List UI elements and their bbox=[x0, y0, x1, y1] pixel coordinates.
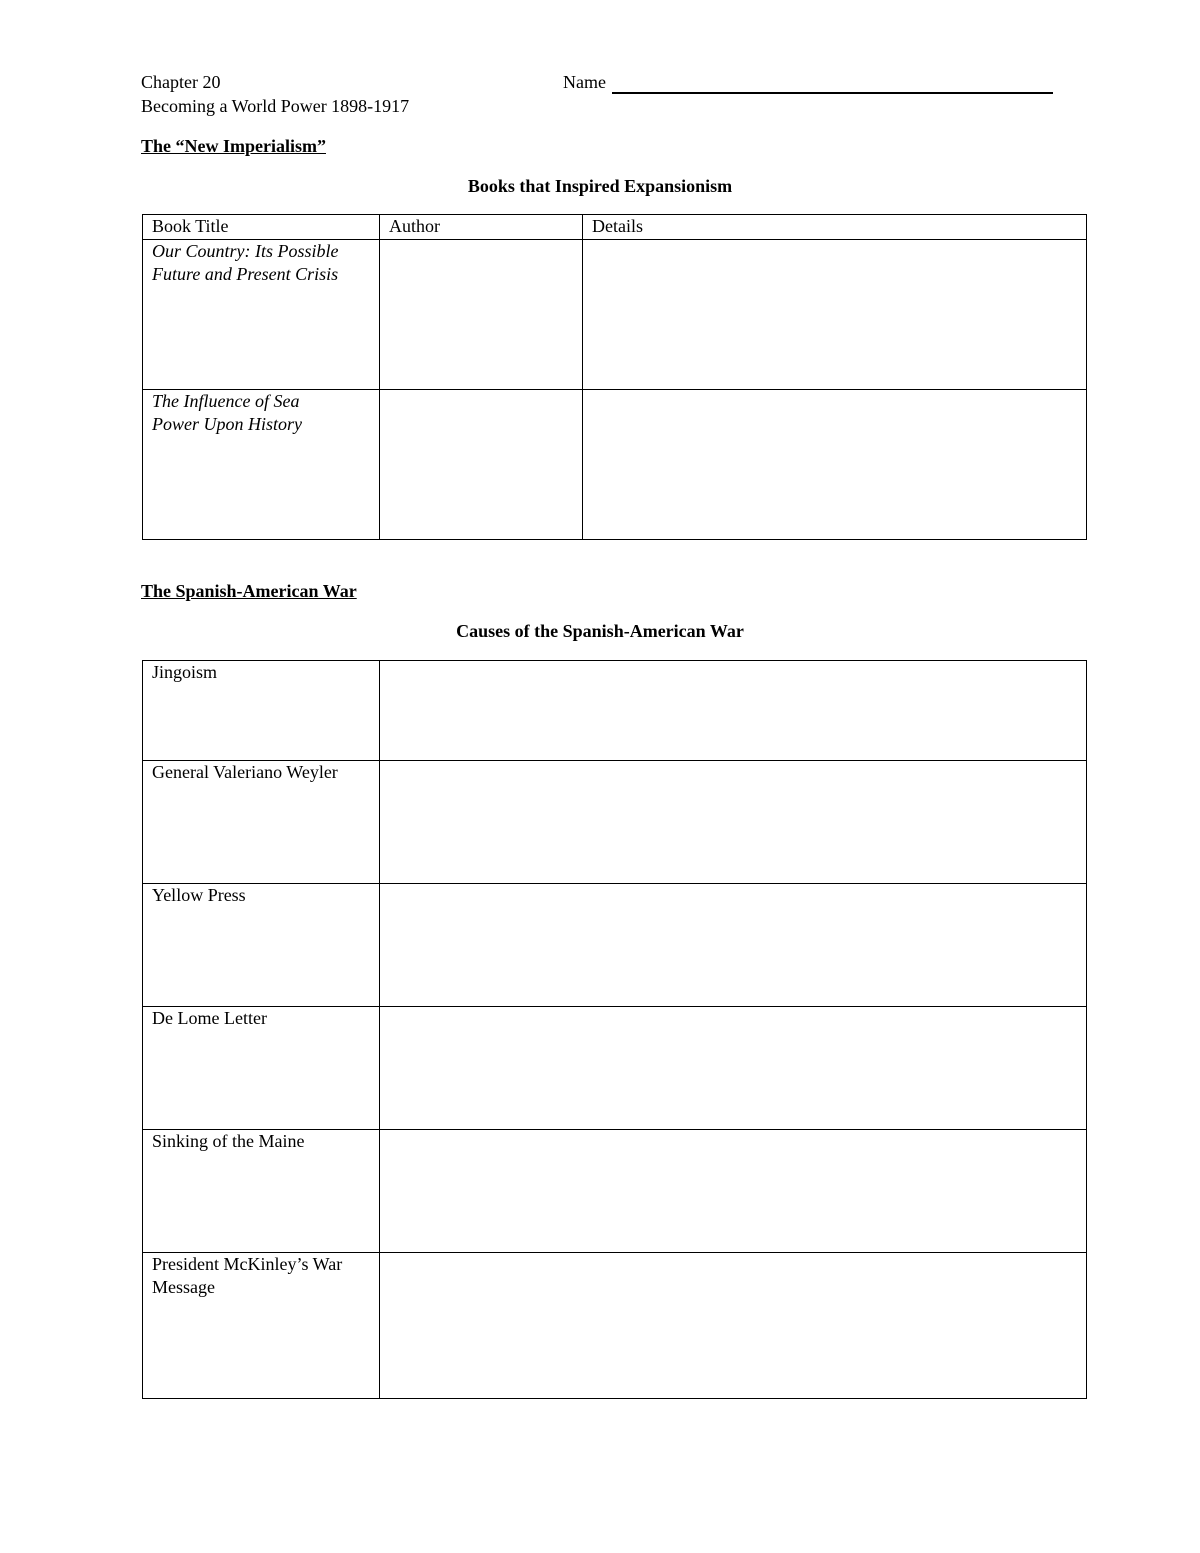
table-row bbox=[143, 1253, 1087, 1399]
book-title-line: Future and Present Crisis bbox=[152, 264, 339, 284]
details-input-cell[interactable] bbox=[583, 390, 1087, 540]
cause-label: Yellow Press bbox=[152, 885, 246, 905]
column-header-author: Author bbox=[380, 215, 583, 240]
name-field[interactable] bbox=[612, 71, 1053, 94]
book-title-line: Power Upon History bbox=[152, 414, 302, 434]
cause-label-cell bbox=[143, 1130, 380, 1253]
details-input-cell[interactable] bbox=[583, 240, 1087, 390]
cause-notes-cell[interactable] bbox=[380, 661, 1087, 761]
cause-notes-cell[interactable] bbox=[380, 1007, 1087, 1130]
table-row bbox=[143, 761, 1087, 884]
cause-label: President McKinley’s War bbox=[152, 1254, 343, 1274]
book-title-cell bbox=[143, 390, 380, 540]
section-heading-new-imperialism: The “New Imperialism” bbox=[141, 136, 326, 156]
author-input-cell[interactable] bbox=[380, 240, 583, 390]
column-header-book-title: Book Title bbox=[143, 215, 380, 240]
table-row bbox=[143, 1007, 1087, 1130]
column-header-details: Details bbox=[583, 215, 1087, 240]
author-input-cell[interactable] bbox=[380, 390, 583, 540]
table-row bbox=[143, 1130, 1087, 1253]
books-table bbox=[142, 214, 1087, 540]
cause-label: Jingoism bbox=[152, 662, 218, 682]
cause-label: De Lome Letter bbox=[152, 1008, 267, 1028]
table-row bbox=[143, 390, 1087, 540]
cause-notes-cell[interactable] bbox=[380, 1253, 1087, 1399]
chapter-label: Chapter 20 bbox=[141, 72, 221, 92]
cause-notes-cell[interactable] bbox=[380, 1130, 1087, 1253]
books-table-header-row bbox=[143, 215, 1087, 240]
cause-label-cell bbox=[143, 1253, 380, 1399]
book-title-line: Our Country: Its Possible bbox=[152, 241, 339, 261]
books-table-title: Books that Inspired Expansionism bbox=[467, 176, 733, 196]
section-heading-spanish-american-war: The Spanish-American War bbox=[141, 581, 357, 601]
cause-label-cell bbox=[143, 761, 380, 884]
causes-table-title: Causes of the Spanish-American War bbox=[456, 621, 744, 641]
table-row bbox=[143, 884, 1087, 1007]
cause-label: Sinking of the Maine bbox=[152, 1131, 305, 1151]
book-title-line: The Influence of Sea bbox=[152, 391, 300, 411]
book-title-cell bbox=[143, 240, 380, 390]
cause-label-cell bbox=[143, 661, 380, 761]
cause-label: General Valeriano Weyler bbox=[152, 762, 338, 782]
causes-table bbox=[142, 660, 1087, 1399]
table-row bbox=[143, 240, 1087, 390]
cause-label-cell bbox=[143, 884, 380, 1007]
cause-notes-cell[interactable] bbox=[380, 884, 1087, 1007]
cause-label-cell bbox=[143, 1007, 380, 1130]
table-row bbox=[143, 661, 1087, 761]
name-label: Name bbox=[563, 72, 606, 92]
cause-label: Message bbox=[152, 1277, 215, 1297]
cause-notes-cell[interactable] bbox=[380, 761, 1087, 884]
chapter-subtitle: Becoming a World Power 1898-1917 bbox=[141, 96, 410, 116]
